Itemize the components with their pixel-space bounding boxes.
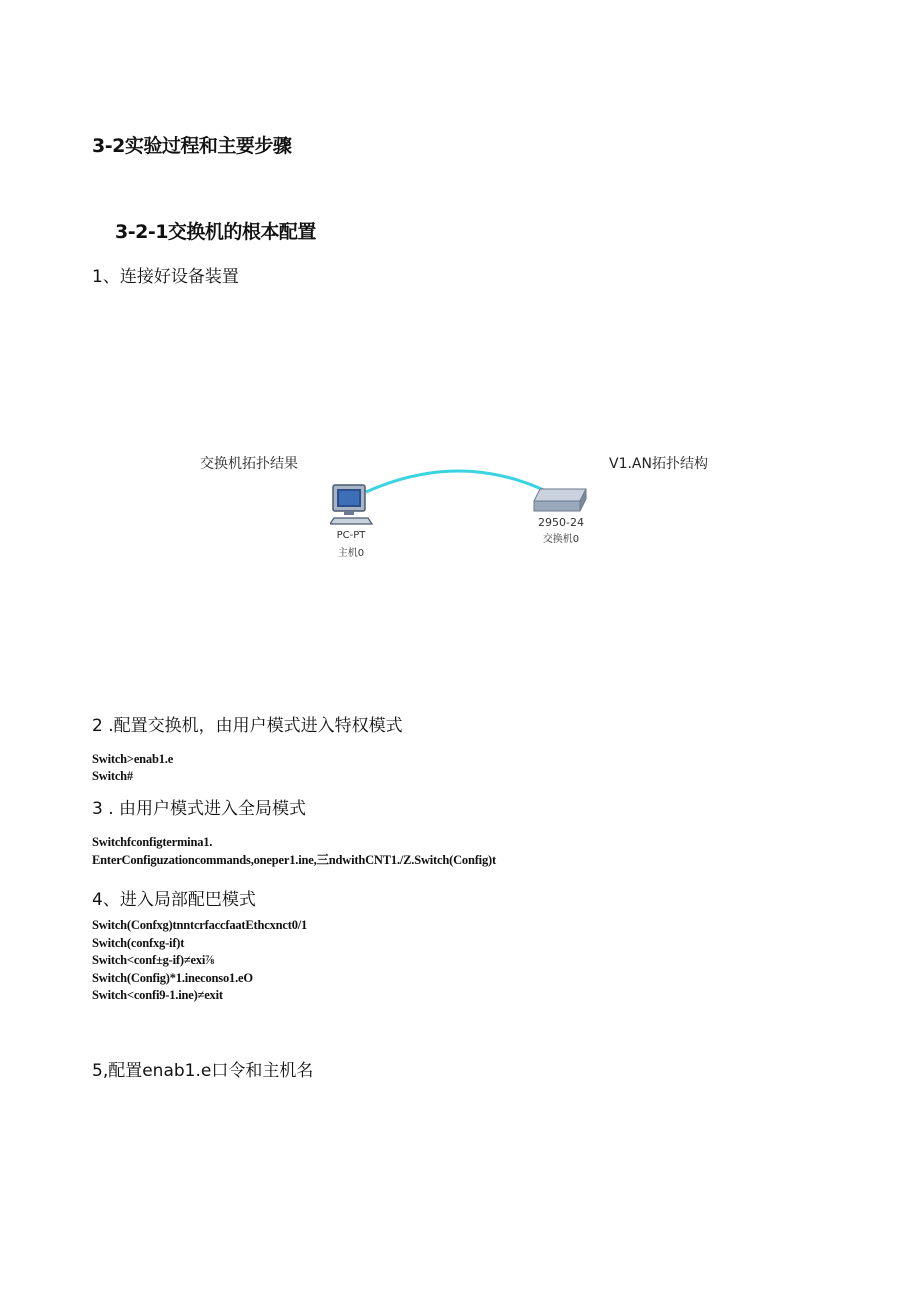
step-2-text: 2 .配置交换机，由用户模式进入特权模式 — [92, 716, 403, 736]
step-1-text: 1、连接好设备装置 — [92, 267, 239, 287]
code-line: Switch<confi9-1.ine)≠exit — [92, 988, 223, 1002]
step-3-text: 3 . 由用户模式进入全局模式 — [92, 799, 307, 819]
step-4-text: 4、进入局部配巴模式 — [92, 890, 256, 910]
code-line: Switch(confxg-if)t — [92, 935, 185, 950]
code-line: Switch<conf±g-if)≠exi⅞ — [92, 953, 215, 967]
code-line: Switch(Config)*1.ineconso1.eO — [92, 970, 253, 985]
network-link — [0, 440, 920, 570]
step-4-code — [92, 917, 307, 1005]
pc-model-label: PC-PT — [336, 530, 366, 541]
link-line — [366, 471, 548, 492]
step-5-text: 5,配置enab1.e口令和主机名 — [92, 1061, 314, 1081]
section-heading: 3-2实验过程和主要步骤 — [92, 135, 292, 157]
switch-icon — [530, 485, 588, 515]
topology-diagram — [0, 440, 920, 570]
code-line: Switchfconfigtermina1. — [92, 835, 213, 849]
code-line: Switch(Confxg)tnntcrfaccfaatEthcxnct0/1 — [92, 918, 308, 932]
right-diagram-caption: V1.AN拓扑结构 — [609, 456, 708, 472]
code-line: EnterConfiguzationcommands,oneper1.ine,三ndwithCNT1./Z.Switch(Config)t — [92, 853, 496, 867]
subsection-heading: 3-2-1交换机的根本配置 — [115, 221, 316, 243]
step-2-code — [92, 751, 173, 785]
pc-name-label: 主机0 — [337, 548, 365, 559]
switch-name-label: 交换机0 — [542, 534, 580, 545]
left-diagram-caption: 交换机拓扑结果 — [200, 456, 298, 472]
step-3-code — [92, 833, 496, 869]
pc-icon — [330, 484, 374, 528]
switch-model-label: 2950-24 — [538, 516, 584, 529]
code-line: Switch# — [92, 769, 133, 783]
code-line: Switch>enab1.e — [92, 752, 174, 766]
